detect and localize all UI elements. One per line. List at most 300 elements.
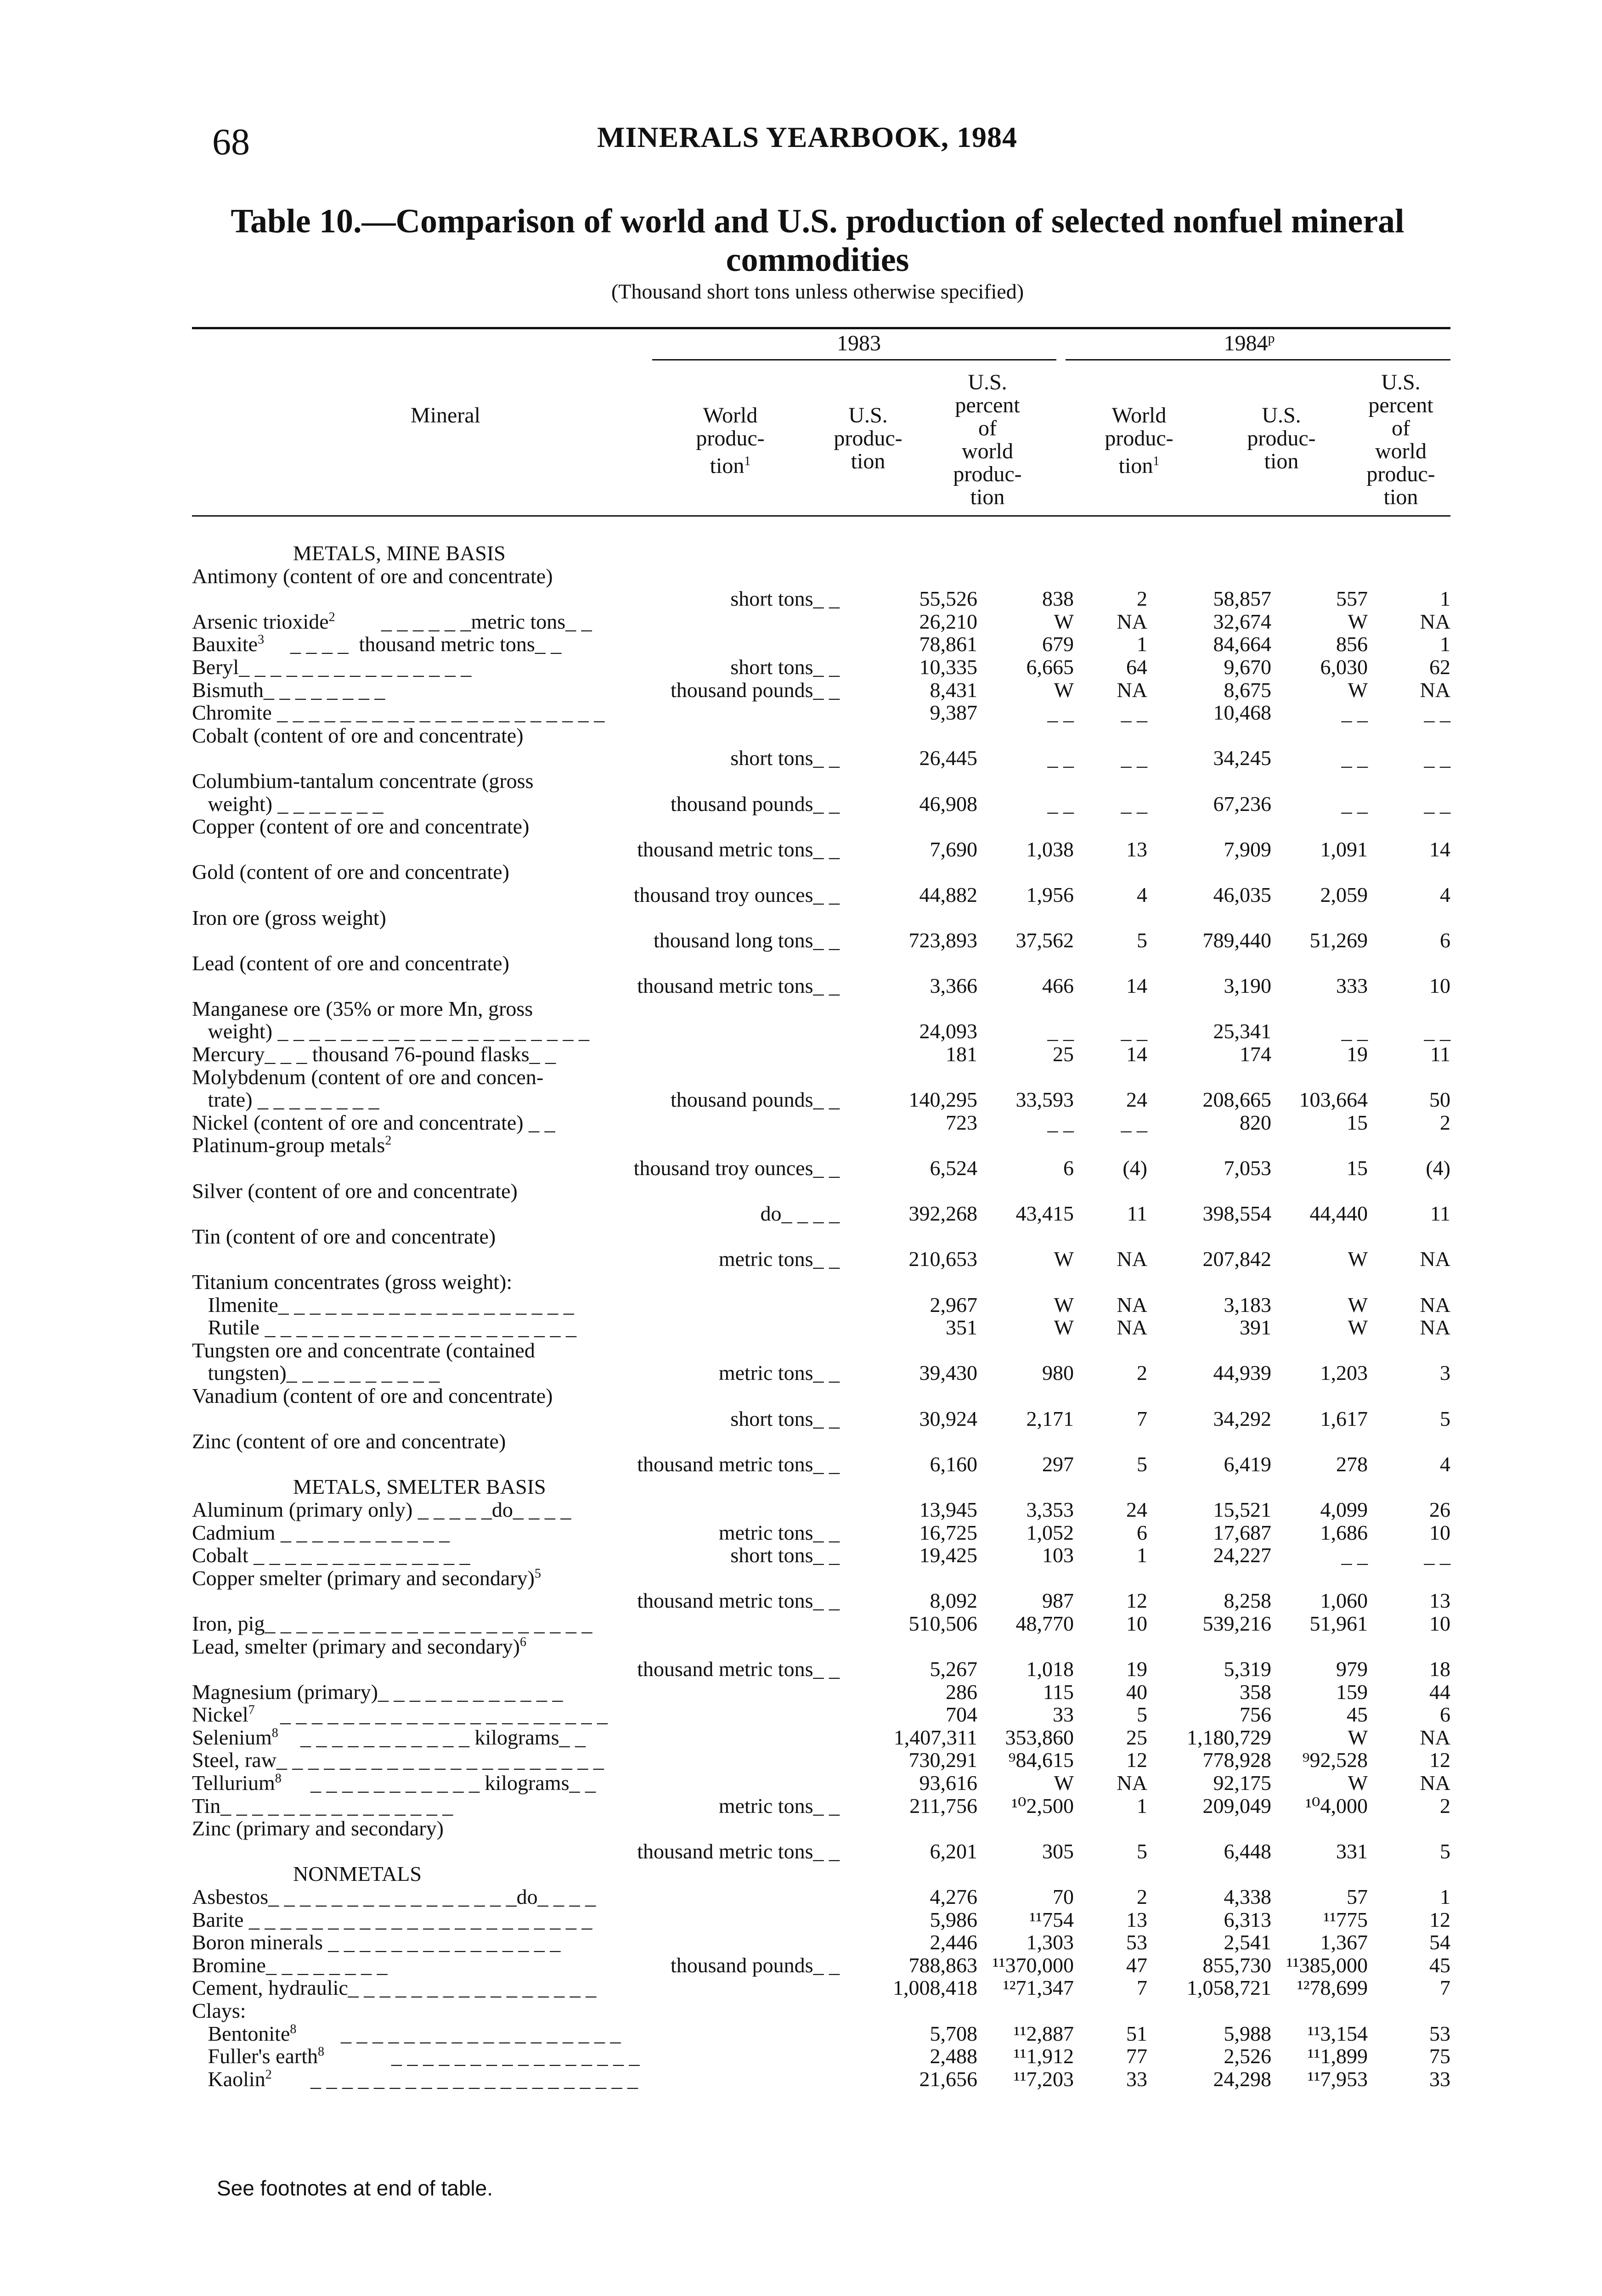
table-row [192, 884, 1450, 906]
row-label-text: Chromite _ _ _ _ _ _ _ _ _ _ _ _ _ _ _ _ _ _ _ _ _ [192, 701, 605, 725]
table-cell: 15 [1347, 1156, 1368, 1180]
row-unit: do_ _ _ _ [760, 1202, 840, 1226]
row-label [192, 770, 533, 793]
row-unit: metric tons_ _ [718, 1361, 840, 1385]
row-label-text: Molybdenum (content of ore and concen- [192, 1065, 544, 1089]
table-cell: 24,093 [919, 1019, 977, 1043]
table-cell: 10 [1429, 1611, 1450, 1635]
table-row [192, 952, 1450, 975]
row-label [192, 1134, 391, 1157]
table-row [192, 1772, 1450, 1795]
row-unit: short tons_ _ [730, 655, 840, 679]
row-label-text: METALS, SMELTER BASIS [293, 1475, 546, 1499]
col-world-1983-sup: 1 [744, 454, 751, 468]
table-cell: 32,674 [1213, 609, 1271, 633]
table-cell: 333 [1336, 974, 1368, 998]
table-cell: 11 [1127, 1202, 1147, 1226]
table-cell: W [1348, 609, 1368, 633]
table-row [192, 1749, 1450, 1772]
row-unit: thousand metric tons_ _ [637, 1589, 840, 1613]
table-row [192, 679, 1450, 702]
table-cell: 211,756 [909, 1794, 977, 1818]
row-label [192, 1271, 512, 1294]
table-cell: 10 [1126, 1611, 1147, 1635]
table-cell: 43,415 [1015, 1202, 1074, 1226]
table-row [192, 1931, 1450, 1954]
table-cell: 4 [1440, 883, 1450, 906]
table-cell: 11 [1430, 1202, 1450, 1226]
col-world-1983 [657, 404, 804, 478]
table-row [192, 1157, 1450, 1180]
table-cell: 539,216 [1202, 1611, 1271, 1635]
table-cell: _ _ [1341, 746, 1368, 770]
table-cell: 2,488 [930, 2044, 977, 2068]
table-cell: 980 [1042, 1361, 1074, 1385]
row-label [192, 1635, 526, 1658]
table-body [192, 542, 1450, 2090]
col-mineral: Mineral [411, 403, 480, 428]
table-cell: 358 [1240, 1680, 1271, 1704]
row-label-text: NONMETALS [293, 1862, 422, 1886]
row-label [192, 861, 509, 884]
table-row [192, 1795, 1450, 1818]
row-label [192, 906, 386, 929]
row-label [293, 1863, 422, 1885]
table-cell: ¹¹2,887 [1013, 2021, 1074, 2045]
table-cell: 391 [1240, 1316, 1271, 1339]
table-row [192, 1681, 1450, 1704]
row-label [192, 1817, 444, 1840]
table-row [192, 1954, 1450, 1977]
table-cell: 9,387 [930, 701, 977, 725]
table-cell: 6,665 [1026, 655, 1074, 679]
table-cell: NA [1420, 609, 1450, 633]
table-cell: 1 [1137, 1794, 1147, 1818]
table-cell: 33 [1126, 2067, 1147, 2091]
table-cell: 6,524 [930, 1156, 977, 1180]
page-number: 68 [212, 121, 250, 163]
year-1983-rule [652, 359, 1056, 360]
table-cell: 3,353 [1026, 1497, 1074, 1521]
row-footnote-mark: 8 [318, 2044, 325, 2059]
table-row [192, 1430, 1450, 1453]
row-label [192, 1384, 553, 1407]
table-cell: 115 [1043, 1680, 1074, 1704]
table-title-line-1: Table 10.—Comparison of world and U.S. production of selected nonfuel mineral [231, 203, 1405, 240]
table-cell: 1,303 [1026, 1930, 1074, 1954]
table-cell: 2,967 [930, 1293, 977, 1317]
table-cell: _ _ [1047, 701, 1074, 725]
table-cell: 6,201 [930, 1839, 977, 1863]
table-cell: 1,060 [1320, 1589, 1368, 1613]
table-cell: 8,092 [930, 1589, 977, 1613]
table-cell: 855,730 [1202, 1953, 1271, 1977]
row-label-text: Vanadium (content of ore and concentrate) [192, 1384, 553, 1407]
table-cell: 14 [1429, 837, 1450, 861]
row-unit: _ _ _ _ _ _ _ _ _ _ _ kilograms_ _ [300, 1725, 586, 1749]
row-label-text: Bromine_ _ _ _ _ _ _ _ [192, 1953, 388, 1977]
table-cell: 9,670 [1224, 655, 1271, 679]
row-label-text: Kaolin [192, 2067, 265, 2091]
row-unit: short tons_ _ [730, 1543, 840, 1567]
row-label-text: Gold (content of ore and concentrate) [192, 860, 509, 884]
table-cell: 75 [1429, 2044, 1450, 2068]
table-row [192, 770, 1450, 793]
table-cell: 331 [1336, 1839, 1368, 1863]
row-label-text: Magnesium (primary)_ _ _ _ _ _ _ _ _ _ _ _ [192, 1680, 563, 1704]
table-cell: 55,526 [919, 587, 977, 611]
table-cell: 19 [1126, 1657, 1147, 1681]
table-cell: 84,664 [1213, 632, 1271, 656]
col-pct-1983 [937, 371, 1038, 509]
table-row [192, 929, 1450, 952]
col-world-1984-sup: 1 [1153, 454, 1160, 468]
table-cell: 174 [1240, 1042, 1271, 1066]
table-cell: 704 [946, 1703, 977, 1727]
table-row [192, 587, 1450, 610]
year-1983: 1983 [837, 331, 881, 355]
row-label-text: Steel, raw_ _ _ _ _ _ _ _ _ _ _ _ _ _ _ _ _ _ _ _ _ [192, 1748, 604, 1772]
table-cell: ¹²71,347 [1003, 1976, 1074, 2000]
table-cell: ¹¹7,203 [1013, 2067, 1074, 2091]
table-cell: 723 [946, 1110, 977, 1134]
table-cell: 24,227 [1213, 1543, 1271, 1567]
table-row [192, 747, 1450, 770]
row-label [192, 793, 384, 816]
table-row [192, 1066, 1450, 1089]
table-cell: NA [1117, 1771, 1147, 1795]
table-cell: 6 [1137, 1520, 1147, 1544]
row-label-text: trate) _ _ _ _ _ _ _ _ [192, 1088, 379, 1112]
col-pct-1984-l4: world [1375, 439, 1427, 463]
table-cell: ⁹84,615 [1008, 1748, 1074, 1772]
col-pct-1983-l3: of [978, 416, 997, 440]
table-cell: 789,440 [1202, 929, 1271, 952]
row-footnote-mark: 8 [290, 2022, 297, 2037]
row-label [192, 1498, 571, 1521]
row-footnote-mark: 6 [519, 1635, 526, 1649]
col-pct-1983-l2: percent [955, 393, 1020, 417]
table-row [192, 1111, 1450, 1134]
table-cell: 37,562 [1015, 929, 1074, 952]
row-label [192, 1931, 560, 1954]
table-cell: _ _ [1341, 1019, 1368, 1043]
table-cell: 730,291 [908, 1748, 977, 1772]
table-cell: _ _ [1047, 1019, 1074, 1043]
table-cell: 18 [1429, 1657, 1450, 1681]
year-1984-prelim-mark: p [1268, 331, 1275, 346]
table-cell: 51 [1126, 2021, 1147, 2045]
table-cell: 19,425 [919, 1543, 977, 1567]
table-cell: 4,099 [1320, 1497, 1368, 1521]
col-world-1984-l1: World [1111, 403, 1167, 428]
table-row [192, 1567, 1450, 1590]
table-cell: 1 [1137, 632, 1147, 656]
row-label [192, 1088, 379, 1111]
table-cell: 8,431 [930, 678, 977, 702]
row-unit: short tons_ _ [730, 746, 840, 770]
table-cell: 2 [1137, 1361, 1147, 1385]
table-row [192, 1908, 1450, 1931]
row-label [192, 1749, 604, 1772]
row-label-text: weight) _ _ _ _ _ _ _ _ _ _ _ _ _ _ _ _ _ _ _ _ [192, 1019, 590, 1043]
row-label [192, 1999, 246, 2022]
row-label [192, 1066, 543, 1089]
table-cell: 64 [1126, 655, 1147, 679]
table-top-rule [192, 327, 1450, 329]
row-label-text: Nickel [192, 1703, 248, 1727]
col-world-1983-l1: World [703, 403, 758, 428]
row-label-text: Selenium [192, 1725, 272, 1749]
table-cell: 987 [1042, 1589, 1074, 1613]
table-cell: W [1348, 1725, 1368, 1749]
row-label [192, 1020, 589, 1043]
footnote-reference: See footnotes at end of table. [217, 2176, 493, 2200]
row-label-text: Tungsten ore and concentrate (contained [192, 1338, 535, 1362]
table-cell: 13,945 [919, 1497, 977, 1521]
table-cell: 2 [1440, 1794, 1450, 1818]
table-cell: W [1348, 1293, 1368, 1317]
table-row [192, 2022, 1450, 2045]
table-cell: 1 [1440, 632, 1450, 656]
row-label-text: Zinc (primary and secondary) [192, 1817, 444, 1840]
row-label-text: Rutile _ _ _ _ _ _ _ _ _ _ _ _ _ _ _ _ _ _ _ _ [192, 1316, 576, 1339]
row-label-text: Silver (content of ore and concentrate) [192, 1179, 518, 1203]
row-footnote-mark: 2 [265, 2067, 272, 2082]
table-cell: ¹⁰4,000 [1305, 1794, 1368, 1818]
row-label [192, 1885, 596, 1908]
row-label [192, 2068, 272, 2091]
table-cell: 62 [1429, 655, 1450, 679]
table-cell: 3 [1440, 1361, 1450, 1385]
table-cell: 67,236 [1213, 792, 1271, 816]
table-cell: 557 [1336, 587, 1368, 611]
table-cell: 14 [1126, 974, 1147, 998]
table-cell: 26 [1429, 1497, 1450, 1521]
table-cell: 778,928 [1202, 1748, 1271, 1772]
row-label [192, 952, 509, 975]
table-cell: 1,367 [1320, 1930, 1368, 1954]
table-cell: 93,616 [919, 1771, 977, 1795]
table-row [192, 1635, 1450, 1658]
table-row [192, 1384, 1450, 1407]
col-pct-1984-l1: U.S. [1381, 370, 1421, 394]
row-footnote-mark: 8 [275, 1771, 282, 1786]
table-row [192, 1589, 1450, 1612]
row-unit: thousand metric tons_ _ [637, 1657, 840, 1681]
row-label [192, 1954, 387, 1977]
table-cell: 12 [1126, 1589, 1147, 1613]
table-cell: ¹¹385,000 [1286, 1953, 1368, 1977]
table-cell: 4,276 [930, 1885, 977, 1909]
table-cell: 5,986 [930, 1908, 977, 1931]
table-cell: 305 [1042, 1839, 1074, 1863]
table-cell: W [1348, 1247, 1368, 1271]
table-cell: W [1348, 1316, 1368, 1339]
table-row [192, 1658, 1450, 1681]
table-cell: 392,268 [908, 1202, 977, 1226]
row-label-text: Cadmium _ _ _ _ _ _ _ _ _ _ _ [192, 1520, 450, 1544]
table-cell: 44,882 [919, 883, 977, 906]
row-label-text: Tin_ _ _ _ _ _ _ _ _ _ _ _ _ _ _ [192, 1794, 453, 1818]
section-heading [192, 542, 1450, 565]
row-unit: short tons_ _ [730, 587, 840, 611]
row-label [192, 1111, 555, 1134]
table-cell: 286 [946, 1680, 977, 1704]
row-label [192, 1521, 450, 1544]
table-cell: 34,245 [1213, 746, 1271, 770]
table-row [192, 815, 1450, 838]
col-pct-1983-l4: world [962, 439, 1013, 463]
table-row [192, 1976, 1450, 1999]
table-cell: NA [1117, 1293, 1147, 1317]
table-cell: 39,430 [919, 1361, 977, 1385]
table-cell: 2,526 [1224, 2044, 1271, 2068]
row-footnote-mark: 2 [328, 610, 335, 625]
table-cell: 6,419 [1224, 1452, 1271, 1476]
table-row [192, 724, 1450, 747]
table-row [192, 633, 1450, 656]
table-cell: (4) [1426, 1156, 1450, 1180]
row-unit: thousand long tons_ _ [653, 929, 840, 952]
table-cell: 5,319 [1224, 1657, 1271, 1681]
table-cell: 12 [1429, 1908, 1450, 1931]
table-cell: 4 [1440, 1452, 1450, 1476]
table-cell: 5 [1137, 1839, 1147, 1863]
table-cell: 1,617 [1320, 1407, 1368, 1430]
table-row [192, 1498, 1450, 1521]
table-cell: NA [1117, 1316, 1147, 1339]
table-header-rule [192, 515, 1450, 517]
row-label [192, 1567, 541, 1590]
table-cell: 4,338 [1224, 1885, 1271, 1909]
col-world-1983-l2: produc- [696, 426, 765, 450]
table-cell: 159 [1336, 1680, 1368, 1704]
row-label-text: Clays: [192, 1999, 246, 2022]
table-cell: 6,448 [1224, 1839, 1271, 1863]
row-label-text: Bentonite [192, 2021, 290, 2045]
table-cell: 53 [1126, 1930, 1147, 1954]
table-cell: 12 [1429, 1748, 1450, 1772]
table-cell: NA [1117, 678, 1147, 702]
table-cell: 53 [1429, 2021, 1450, 2045]
table-cell: 7 [1440, 1976, 1450, 2000]
table-row [192, 793, 1450, 816]
row-label [192, 1612, 592, 1635]
table-cell: NA [1117, 1247, 1147, 1271]
row-label-text: Fuller's earth [192, 2044, 318, 2068]
row-label [192, 701, 604, 724]
table-cell: 1,018 [1026, 1657, 1074, 1681]
table-cell: 58,857 [1213, 587, 1271, 611]
row-label [192, 1362, 440, 1384]
row-unit: _ _ _ _ _ _ _ _ _ _ _ kilograms_ _ [310, 1771, 596, 1795]
table-cell: 2 [1440, 1110, 1450, 1134]
table-cell: 11 [1430, 1042, 1450, 1066]
table-cell: 351 [946, 1316, 977, 1339]
row-label [192, 997, 533, 1020]
table-row [192, 1999, 1450, 2022]
row-label-text: Cobalt _ _ _ _ _ _ _ _ _ _ _ _ _ _ [192, 1543, 470, 1567]
table-cell: 45 [1347, 1703, 1368, 1727]
table-cell: 5,988 [1224, 2021, 1271, 2045]
table-row [192, 1407, 1450, 1430]
table-cell: 2,171 [1026, 1407, 1074, 1430]
table-cell: 10 [1429, 1520, 1450, 1544]
table-cell: 820 [1240, 1110, 1271, 1134]
table-cell: 6,160 [930, 1452, 977, 1476]
table-cell: 24,298 [1213, 2067, 1271, 2091]
row-label-text: Zinc (content of ore and concentrate) [192, 1429, 506, 1453]
year-1984-rule [1066, 359, 1450, 360]
table-cell: 5 [1440, 1839, 1450, 1863]
row-label [192, 1703, 255, 1726]
table-row [192, 2045, 1450, 2068]
table-cell: 209,049 [1202, 1794, 1271, 1818]
table-cell: 13 [1429, 1589, 1450, 1613]
row-unit: _ _ _ _ thousand metric tons_ _ [290, 632, 562, 656]
table-row [192, 1316, 1450, 1339]
table-cell: ¹¹1,899 [1307, 2044, 1368, 2068]
table-cell: 103,664 [1299, 1088, 1368, 1112]
table-cell: 6,030 [1320, 655, 1368, 679]
row-label [192, 1544, 470, 1567]
table-cell: 24 [1126, 1088, 1147, 1112]
table-cell: 78,861 [919, 632, 977, 656]
table-row [192, 1294, 1450, 1317]
table-cell: 44,939 [1213, 1361, 1271, 1385]
col-us-1983 [813, 404, 923, 473]
table-cell: W [1348, 1771, 1368, 1795]
row-unit: metric tons_ _ [718, 1520, 840, 1544]
table-cell: 756 [1240, 1703, 1271, 1727]
table-cell: 5 [1137, 1452, 1147, 1476]
table-cell: W [1054, 609, 1074, 633]
row-unit: thousand pounds_ _ [671, 1953, 840, 1977]
row-label-text: Lead (content of ore and concentrate) [192, 951, 509, 975]
table-row [192, 1339, 1450, 1362]
col-us-1984 [1226, 404, 1337, 473]
table-title [230, 202, 1405, 279]
table-row [192, 838, 1450, 861]
col-pct-1984-l3: of [1392, 416, 1410, 440]
row-unit: _ _ _ _ _ _ _ _ _ _ _ _ _ _ _ _ [391, 2044, 640, 2068]
table-cell: 210,653 [908, 1247, 977, 1271]
col-pct-1983-l5: produc- [953, 462, 1022, 486]
row-label-text: Tellurium [192, 1771, 275, 1795]
table-cell: NA [1420, 1293, 1450, 1317]
table-row [192, 1088, 1450, 1111]
table-cell: 70 [1053, 1885, 1074, 1909]
table-row [192, 656, 1450, 679]
row-label-text: Iron ore (gross weight) [192, 906, 386, 929]
table-cell: 2 [1137, 1885, 1147, 1909]
col-pct-1983-l1: U.S. [968, 370, 1007, 394]
table-cell: 856 [1336, 632, 1368, 656]
row-label-text: Copper smelter (primary and secondary) [192, 1566, 535, 1590]
table-row [192, 1612, 1450, 1635]
table-cell: 1,038 [1026, 837, 1074, 861]
row-label-text: Lead, smelter (primary and secondary) [192, 1634, 520, 1658]
table-cell: 398,554 [1202, 1202, 1271, 1226]
table-cell: W [1054, 1316, 1074, 1339]
row-label-text: Iron, pig_ _ _ _ _ _ _ _ _ _ _ _ _ _ _ _ _ _ _ _ _ [192, 1611, 592, 1635]
table-cell: 1,407,311 [893, 1725, 977, 1749]
row-footnote-mark: 2 [385, 1134, 392, 1148]
table-row [192, 565, 1450, 588]
row-label [192, 1180, 518, 1203]
table-cell: _ _ [1424, 746, 1450, 770]
